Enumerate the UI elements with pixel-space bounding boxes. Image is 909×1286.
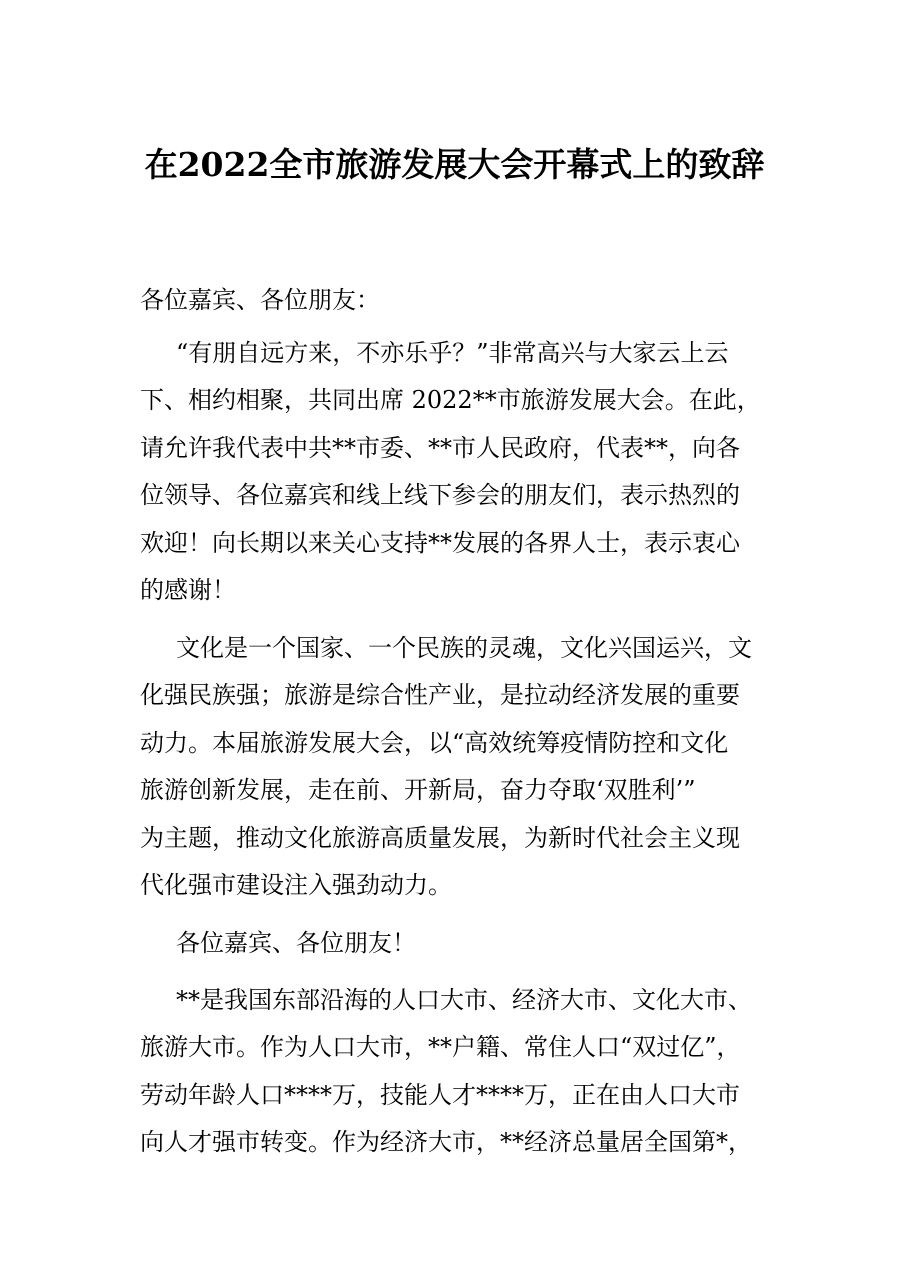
paragraph-2-line-6: 代化强市建设注入强劲动力。 (140, 871, 452, 899)
paragraph-2-line-3: 动力。本届旅游发展大会，以“高效统筹疫情防控和文化 (140, 729, 729, 757)
paragraph-2-line-2: 化强民族强；旅游是综合性产业，是拉动经济发展的重要 (140, 681, 740, 709)
document-title: 在2022全市旅游发展大会开幕式上的致辞 (144, 145, 765, 184)
paragraph-1-line-5: 欢迎！向长期以来关心支持**发展的各界人士，表示衷心 (140, 529, 740, 557)
paragraph-1-line-6: 的感谢！ (140, 576, 236, 604)
paragraph-3-line-3: 劳动年龄人口****万，技能人才****万，正在由人口大市 (140, 1081, 740, 1109)
paragraph-1-line-4: 位领导、各位嘉宾和线上线下参会的朋友们，表示热烈的 (140, 481, 740, 509)
paragraph-1-line-3: 请允许我代表中共**市委、**市人民政府，代表**，向各 (140, 434, 740, 462)
paragraph-2-line-1: 文化是一个国家、一个民族的灵魂，文化兴国运兴，文 (176, 634, 752, 662)
paragraph-1-line-1: “有朋自远方来，不亦乐乎？”非常高兴与大家云上云 (176, 339, 729, 367)
salutation: 各位嘉宾、各位朋友： (140, 286, 380, 314)
paragraph-3-line-4: 向人才强市转变。作为经济大市，**经济总量居全国第*， (140, 1128, 752, 1156)
paragraph-2-line-5: 为主题，推动文化旅游高质量发展，为新时代社会主义现 (140, 824, 740, 852)
paragraph-1-line-2: 下、相约相聚，共同出席 2022**市旅游发展大会。在此， (140, 386, 761, 414)
salutation-2: 各位嘉宾、各位朋友！ (176, 929, 416, 957)
paragraph-3-line-2: 旅游大市。作为人口大市，**户籍、常住人口“双过亿”， (140, 1033, 741, 1061)
paragraph-3-line-1: **是我国东部沿海的人口大市、经济大市、文化大市、 (176, 986, 752, 1014)
paragraph-2-line-4: 旅游创新发展，走在前、开新局，奋力夺取‘双胜利’” (140, 776, 696, 804)
